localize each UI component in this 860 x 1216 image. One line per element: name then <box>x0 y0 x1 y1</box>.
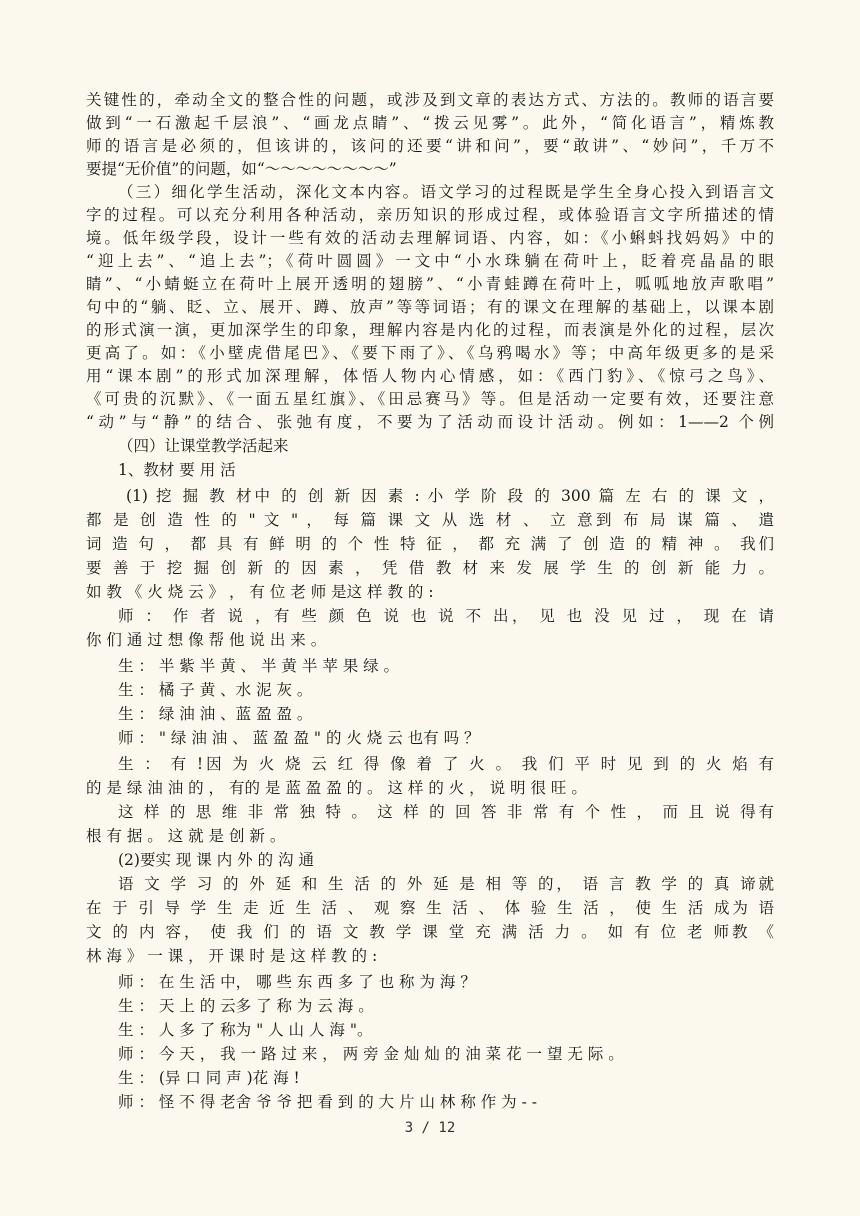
dialogue-line: 师 ： 作 者 说 ，有 些 颜 色 说 也 说 不 出， 见 也 没 见 过 ， 现 在 请 <box>118 607 774 625</box>
text-line: 如 教 《 火 烧 云 》 ， 有 位 老 师 是这 样 教 的 : <box>86 583 434 601</box>
dialogue-line: 师 ： 在 生 活 中， 哪 些 东 西 多 了 也 称 为 海 ？ <box>118 973 476 991</box>
text-line: 做到“一石激起千层浪”、“画龙点睛”、“拨云见雾”。此外，“简化语言”，精炼教 <box>86 114 774 132</box>
text-line: (1) 挖 掘 教 材中 的 创 新 因 素 : 小 学 阶 段 的 300 篇 左 右 的 课 文 ， <box>126 487 774 505</box>
dialogue-line: 生 ： 半 紫 半 黄 、 半 黄 半 苹 果 绿 。 <box>118 657 400 675</box>
text-line: 句中的“躺、眨、立、展开、蹲、放声”等等词语；有的课文在理解的基础上，以课本剧 <box>86 298 774 316</box>
text-line: 用“课本剧”的形式加深理解，体悟人物内心情感，如：《西门豹》、《惊弓之鸟》、 <box>86 367 774 385</box>
text-line: 睛”、“小蜻蜓立在荷叶上展开透明的翅膀”、“小青蛙蹲在荷叶上，呱呱地放声歌唱” <box>86 275 774 293</box>
text-line: 要 善 于 挖 掘 创 新 的 因 素 ， 凭 借 教 材 来 发 展 学 生 的 创 新 能 力 。 <box>86 559 774 577</box>
dialogue-line: 师 ： " 绿 油 油 、 蓝 盈 盈 " 的 火 烧 云 也有 吗 ？ <box>118 729 480 747</box>
text-line: 文 的 内 容， 使 我 们 的 语 文 教 学 课 堂 充 满 活 力 。 如 有 位 老 师教 《 <box>86 923 774 941</box>
text-line: 的形式演一演，更加深学生的印象，理解内容是内化的过程，而表演是外化的过程，层次 <box>86 321 774 339</box>
text-line: 林 海 》 一 课 ， 开 课 时 是 这 样 教 的 : <box>86 947 378 965</box>
dialogue-line: 生 ： 人 多 了 称为 " 人 山 人 海 "。 <box>118 1021 373 1039</box>
page-number: 3 / 12 <box>404 1120 456 1136</box>
dialogue-line: 师 ： 今 天 ， 我 一 路 过 来 ， 两 旁 金 灿 灿 的 油 菜 花 一 望 无 际 。 <box>118 1045 624 1063</box>
dialogue-line: 师 ： 怪 不 得 老舍 爷 爷 把 看 到 的 大 片 山 林 称 作 为 - - <box>118 1093 538 1111</box>
dialogue-line: 生 ： 橘 子 黄 、水 泥 灰 。 <box>118 681 313 699</box>
text-line: 境。低年级学段，设计一些有效的活动去理解词语、内容，如：《小蝌蚪找妈妈》中的 <box>86 229 774 247</box>
dialogue-line: 生 ： 天 上 的 云多 了 称 为 云 海 。 <box>118 997 374 1015</box>
text-line: 的 是 绿 油 油 的 ， 有的 是 蓝 盈 盈 的 。 这 样 的 火 ， 说 明 很 旺 。 <box>86 779 587 797</box>
dialogue-line: 生 ： 绿 油 油 、蓝 盈 盈 。 <box>118 705 313 723</box>
text-line: 词 造 句 ， 都 具 有 鲜 明 的 个 性 特 征 ， 都 充 满 了 创 造 的 精 神 。 我们 <box>86 535 774 553</box>
text-line: 关键性的，牵动全文的整合性的问题，或涉及到文章的表达方式、方法的。教师的语言要 <box>86 91 774 109</box>
subsection-heading: (2)要实 现 课 内 外 的 沟 通 <box>118 851 314 869</box>
text-line: 字的过程。可以充分利用各种活动，亲历知识的形成过程，或体验语言文字所描述的情 <box>86 206 774 224</box>
subsection-heading: 1、教材 要 用 活 <box>118 461 236 479</box>
text-line: 语 文 学 习 的 外 延 和 生 活 的 外 延 是 相 等 的， 语 言 教 学 的 真 谛就 <box>118 875 774 893</box>
text-line: 在 于 引 导 学 生 走 近 生 活 、 观 察 生 活 、 体 验 生 活 ， 使 生 活 成为 语 <box>86 899 774 917</box>
text-line: 要提“无价值”的问题，如“～～～～～～～～” <box>86 160 397 178</box>
text-line: “迎上去”、“追上去”；《荷叶圆圆》一文中“小水珠躺在荷叶上，眨着亮晶晶的眼 <box>86 252 774 270</box>
text-line: 你 们 通 过 想 像 帮 他 说 出 来 。 <box>86 631 327 649</box>
text-line: 都 是 创 造 性 的 " 文 " ， 每 篇 课 文 从 选 材 、 立 意到 布 局 谋 篇 、 遣 <box>86 511 774 529</box>
text-line: “动”与“静”的结合、张弛有度，不要为了活动而设计活动。例如：1——2 个例 <box>86 413 774 431</box>
dialogue-line: 生 ： (异 口 同 声 )花 海 ! <box>118 1069 300 1087</box>
text-line: 根 有 据 。 这 就 是 创 新 。 <box>86 827 286 845</box>
text-line: 《可贵的沉默》、《一面五星红旗》、《田忌赛马》等。但是活动一定要有效，还要注意 <box>86 390 774 408</box>
dialogue-line: 生 ： 有 !因 为 火 烧 云 红 得 像 着 了 火 。 我 们 平 时 见 到 的 火 焰 有 <box>118 755 774 773</box>
section-heading: （四）让课堂教学活起来 <box>118 437 289 455</box>
text-line: 这 样 的 思 维 非 常 独 特 。 这 样 的 回 答 非 常 有 个 性 ， 而 且 说 得有 <box>118 803 774 821</box>
text-line: （三）细化学生活动，深化文本内容。语文学习的过程既是学生全身心投入到语言文 <box>118 183 774 201</box>
text-line: 更高了。如：《小壁虎借尾巴》、《要下雨了》、《乌鸦喝水》等；中高年级更多的是采 <box>86 344 774 362</box>
text-line: 师的语言是必须的，但该讲的，该问的还要“讲和问”，要“敢讲”、“妙问”，千万不 <box>86 137 774 155</box>
